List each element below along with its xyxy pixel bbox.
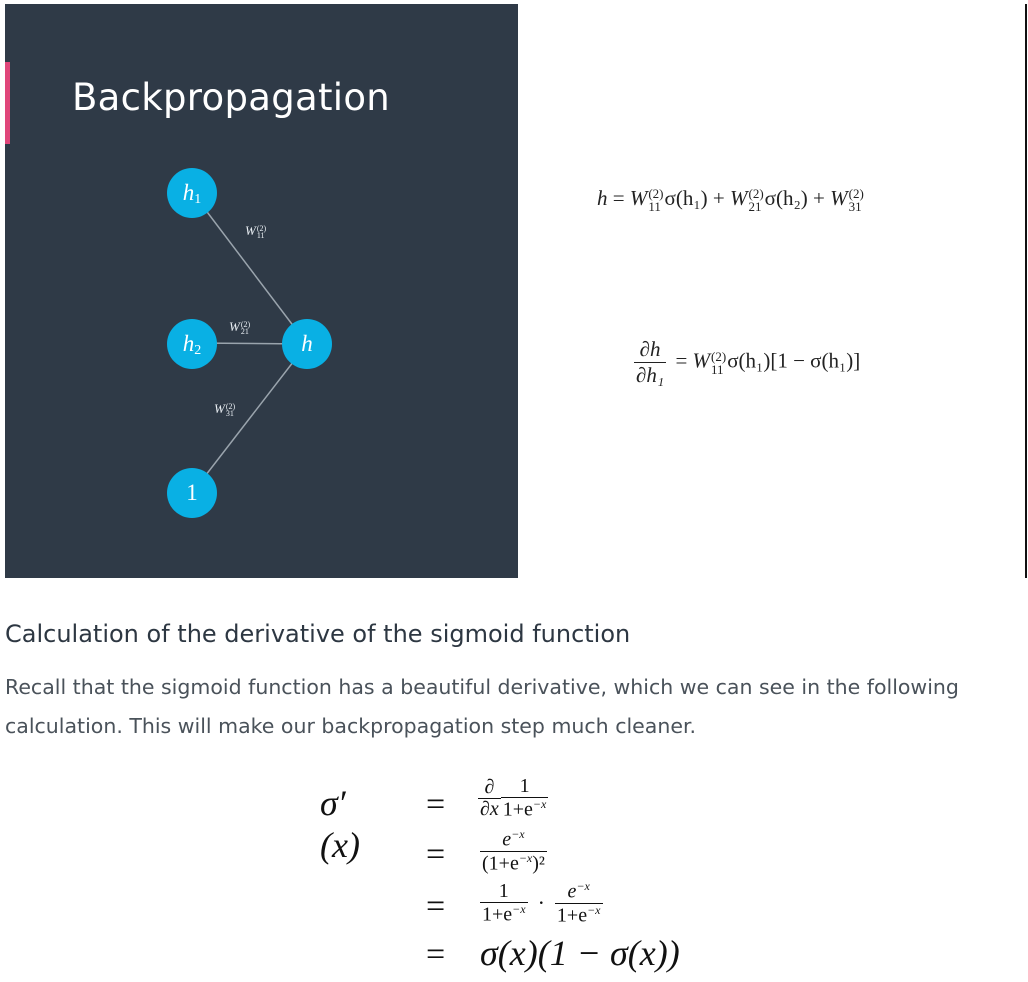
- equation-dh-dh1: $\frac{\partial h}{\text{∂h₁}}$ = W (2) 11 σ(h₁)[1 − σ(h₁)]: [636, 337, 861, 387]
- eq-sign-2: =: [426, 836, 446, 873]
- network-edges: [5, 4, 518, 578]
- edge-label-w31: W (2) 31: [214, 401, 236, 419]
- derivation-lhs: σ′(x): [320, 783, 360, 865]
- node-h1: h 1: [167, 168, 217, 218]
- eq-sign-4: =: [426, 936, 446, 973]
- edge-bias-h: [192, 344, 307, 493]
- derivation-line-3: $\frac{1}{1+e^{-x}}$ · $\frac{e^{-x}}{1+e^{-x}}$: [482, 879, 601, 927]
- node-h-output: h: [282, 319, 332, 369]
- derivation-line-2: $\frac{e^{-x}}{(1+e^{-x})^2}$: [482, 827, 545, 875]
- equation-h: h = W (2) 11 σ(h₁) + W (2) 21 σ(h₂) + W (2) 31: [597, 186, 864, 215]
- derivation-line-4: σ(x)(1 − σ(x)): [480, 933, 680, 973]
- section-body: Recall that the sigmoid function has a beautiful derivative, which we can see in the following calculation. This will make our backpropagation step much cleaner.: [5, 675, 959, 738]
- eq-sign-3: =: [426, 888, 446, 925]
- edge-label-w11: W (2) 11: [245, 223, 267, 241]
- vertical-divider: [1025, 4, 1027, 578]
- eq-sign-1: =: [426, 786, 446, 823]
- slide-title: Backpropagation: [72, 76, 391, 119]
- node-h2: h 2: [167, 319, 217, 369]
- node-bias: 1: [167, 468, 217, 518]
- derivation-line-1: $\frac{\partial}{\partial x}$ $\frac{1}{1+e^{-x}}$: [480, 775, 547, 821]
- backpropagation-slide: [5, 4, 518, 578]
- edge-label-w21: W (2) 21: [229, 319, 251, 337]
- partial-fraction: $\frac{\partial h}{\text{∂h₁}}$: [636, 337, 665, 387]
- section-title: Calculation of the derivative of the sigmoid function: [5, 620, 631, 648]
